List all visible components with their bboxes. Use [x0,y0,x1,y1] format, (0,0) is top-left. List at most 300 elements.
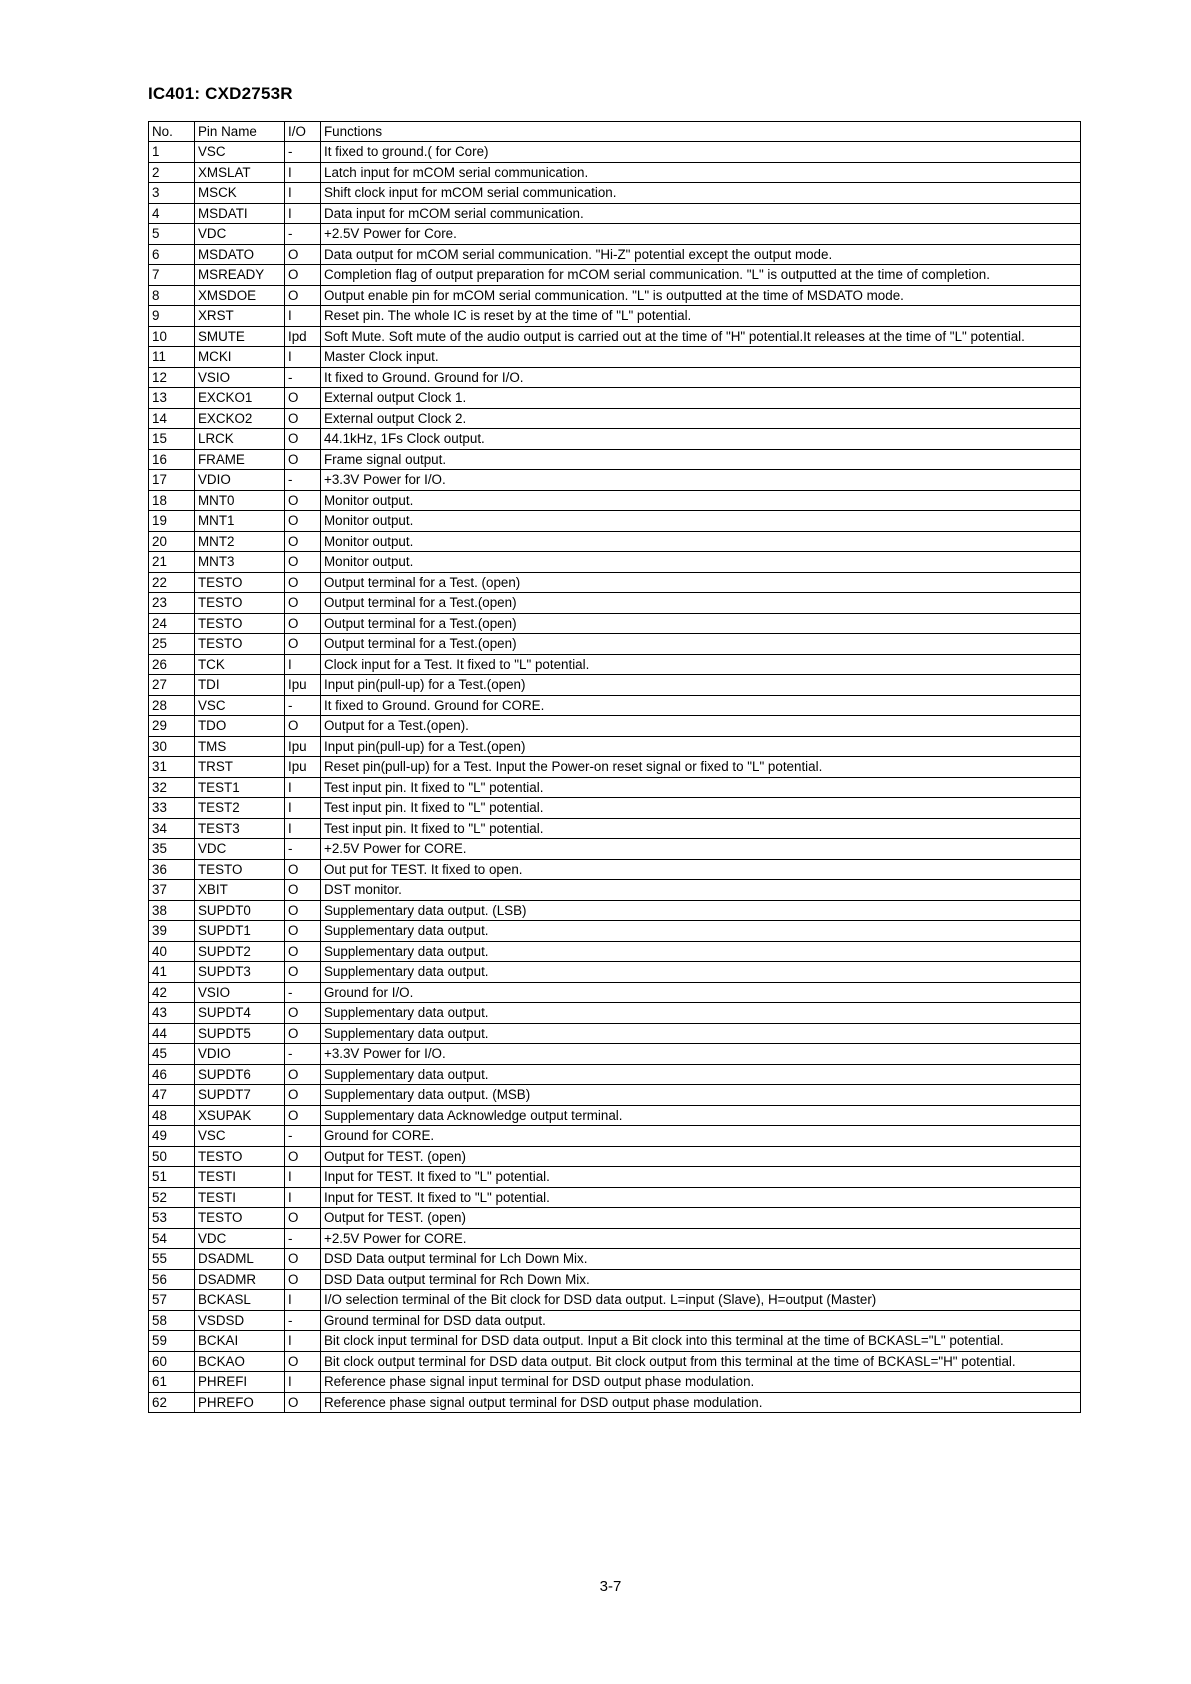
pin-io-cell: O [285,593,321,614]
pin-function-cell: Test input pin. It fixed to "L" potential. [321,818,1081,839]
pin-io-cell: O [285,716,321,737]
pin-name-cell: TRST [195,757,285,778]
pin-io-cell: I [285,183,321,204]
pin-io-cell: Ipu [285,675,321,696]
pin-name-cell: SUPDT5 [195,1023,285,1044]
pin-io-cell: O [285,449,321,470]
pin-name-cell: TMS [195,736,285,757]
table-row [149,142,1081,163]
pin-io-cell: O [285,962,321,983]
table-row [149,1310,1081,1331]
table-row [149,1003,1081,1024]
pin-function-cell: Output for TEST. (open) [321,1146,1081,1167]
pin-io-cell: O [285,1003,321,1024]
pin-name-cell: TDI [195,675,285,696]
pin-io-cell: O [285,1249,321,1270]
pin-io-cell: Ipd [285,326,321,347]
pin-name-cell: XSUPAK [195,1105,285,1126]
table-row [149,162,1081,183]
pin-name-cell: BCKAO [195,1351,285,1372]
table-row [149,449,1081,470]
header-pin-name: Pin Name [195,122,285,142]
pin-function-cell: Latch input for mCOM serial communication. [321,162,1081,183]
pin-function-cell: Output terminal for a Test.(open) [321,634,1081,655]
pin-name-cell: TESTO [195,634,285,655]
table-row [149,572,1081,593]
pin-name-cell: TESTO [195,572,285,593]
pin-io-cell: O [285,1208,321,1229]
table-row [149,490,1081,511]
pin-number-cell: 15 [149,429,195,450]
pin-function-cell: Test input pin. It fixed to "L" potential. [321,798,1081,819]
pin-function-table [148,121,1081,1413]
pin-function-cell: Out put for TEST. It fixed to open. [321,859,1081,880]
pin-function-cell: Completion flag of output preparation for mCOM serial communication. "L" is outputted at the time of completion. [321,265,1081,286]
pin-name-cell: TDO [195,716,285,737]
page-footer [0,1578,1191,1595]
pin-name-cell: VDIO [195,1044,285,1065]
pin-name-cell: VDC [195,1228,285,1249]
pin-number-cell: 1 [149,142,195,163]
pin-io-cell: O [285,388,321,409]
table-row [149,1249,1081,1270]
pin-name-cell: VSC [195,142,285,163]
pin-number-cell: 29 [149,716,195,737]
pin-function-cell: Ground for CORE. [321,1126,1081,1147]
pin-io-cell: O [285,531,321,552]
pin-number-cell: 38 [149,900,195,921]
pin-name-cell: XMSLAT [195,162,285,183]
table-row [149,941,1081,962]
pin-io-cell: O [285,859,321,880]
pin-name-cell: TESTO [195,1146,285,1167]
page-number: 3-7 [599,1578,622,1595]
pin-number-cell: 13 [149,388,195,409]
pin-number-cell: 61 [149,1372,195,1393]
table-row [149,716,1081,737]
pin-io-cell: - [285,982,321,1003]
pin-name-cell: MNT0 [195,490,285,511]
pin-function-cell: Reset pin. The whole IC is reset by at the time of "L" potential. [321,306,1081,327]
pin-name-cell: VDC [195,224,285,245]
pin-io-cell: O [285,572,321,593]
table-row [149,695,1081,716]
pin-io-cell: Ipu [285,736,321,757]
pin-io-cell: O [285,490,321,511]
pin-number-cell: 40 [149,941,195,962]
pin-number-cell: 45 [149,1044,195,1065]
pin-function-cell: Test input pin. It fixed to "L" potential. [321,777,1081,798]
pin-function-cell: It fixed to Ground. Ground for I/O. [321,367,1081,388]
table-row [149,777,1081,798]
pin-number-cell: 41 [149,962,195,983]
pin-io-cell: O [285,1085,321,1106]
pin-name-cell: XBIT [195,880,285,901]
pin-function-cell: Input for TEST. It fixed to "L" potential. [321,1167,1081,1188]
pin-function-cell: It fixed to ground.( for Core) [321,142,1081,163]
pin-number-cell: 31 [149,757,195,778]
pin-io-cell: O [285,900,321,921]
pin-io-cell: I [285,1290,321,1311]
pin-function-cell: 44.1kHz, 1Fs Clock output. [321,429,1081,450]
pin-number-cell: 50 [149,1146,195,1167]
pin-number-cell: 26 [149,654,195,675]
pin-number-cell: 20 [149,531,195,552]
pin-io-cell: O [285,1105,321,1126]
pin-io-cell: O [285,408,321,429]
pin-name-cell: MSDATO [195,244,285,265]
pin-name-cell: SUPDT3 [195,962,285,983]
pin-number-cell: 17 [149,470,195,491]
pin-function-cell: +2.5V Power for CORE. [321,839,1081,860]
pin-function-cell: Supplementary data output. [321,941,1081,962]
table-row [149,224,1081,245]
pin-name-cell: DSADMR [195,1269,285,1290]
pin-number-cell: 54 [149,1228,195,1249]
pin-function-cell: +3.3V Power for I/O. [321,1044,1081,1065]
table-row [149,470,1081,491]
pin-number-cell: 49 [149,1126,195,1147]
table-row [149,1085,1081,1106]
table-row [149,921,1081,942]
table-row [149,1167,1081,1188]
pin-name-cell: VDC [195,839,285,860]
pin-function-cell: Input pin(pull-up) for a Test.(open) [321,675,1081,696]
pin-io-cell: I [285,1167,321,1188]
pin-io-cell: I [285,798,321,819]
pin-io-cell: I [285,306,321,327]
header-no: No. [149,122,195,142]
pin-io-cell: I [285,1372,321,1393]
table-row [149,1023,1081,1044]
table-row [149,818,1081,839]
table-row [149,203,1081,224]
pin-number-cell: 57 [149,1290,195,1311]
table-row [149,265,1081,286]
pin-number-cell: 51 [149,1167,195,1188]
pin-io-cell: O [285,511,321,532]
pin-number-cell: 55 [149,1249,195,1270]
pin-name-cell: MSREADY [195,265,285,286]
pin-number-cell: 23 [149,593,195,614]
pin-number-cell: 6 [149,244,195,265]
pin-number-cell: 33 [149,798,195,819]
pin-io-cell: - [285,1310,321,1331]
pin-number-cell: 56 [149,1269,195,1290]
pin-number-cell: 60 [149,1351,195,1372]
pin-name-cell: FRAME [195,449,285,470]
pin-function-cell: Reference phase signal output terminal for DSD output phase modulation. [321,1392,1081,1413]
pin-function-cell: Data input for mCOM serial communication. [321,203,1081,224]
pin-name-cell: SUPDT6 [195,1064,285,1085]
pin-name-cell: EXCKO2 [195,408,285,429]
table-row [149,675,1081,696]
pin-number-cell: 27 [149,675,195,696]
pin-number-cell: 58 [149,1310,195,1331]
pin-io-cell: O [285,265,321,286]
pin-number-cell: 42 [149,982,195,1003]
pin-name-cell: TCK [195,654,285,675]
table-row [149,326,1081,347]
pin-name-cell: MSCK [195,183,285,204]
pin-number-cell: 43 [149,1003,195,1024]
pin-function-cell: It fixed to Ground. Ground for CORE. [321,695,1081,716]
header-functions: Functions [321,122,1081,142]
table-row [149,757,1081,778]
pin-io-cell: I [285,654,321,675]
pin-name-cell: TEST2 [195,798,285,819]
pin-function-cell: +3.3V Power for I/O. [321,470,1081,491]
pin-number-cell: 28 [149,695,195,716]
pin-name-cell: SUPDT0 [195,900,285,921]
table-row [149,1064,1081,1085]
pin-io-cell: I [285,818,321,839]
pin-function-cell: Supplementary data output. [321,921,1081,942]
pin-number-cell: 14 [149,408,195,429]
pin-io-cell: Ipu [285,757,321,778]
pin-io-cell: O [285,1351,321,1372]
pin-function-cell: DST monitor. [321,880,1081,901]
table-row [149,285,1081,306]
table-row [149,531,1081,552]
pin-name-cell: SUPDT4 [195,1003,285,1024]
table-row [149,306,1081,327]
pin-number-cell: 5 [149,224,195,245]
pin-number-cell: 21 [149,552,195,573]
pin-number-cell: 32 [149,777,195,798]
table-row [149,1392,1081,1413]
pin-number-cell: 8 [149,285,195,306]
table-row [149,511,1081,532]
pin-io-cell: I [285,347,321,368]
pin-function-cell: External output Clock 2. [321,408,1081,429]
table-row [149,962,1081,983]
pin-name-cell: SUPDT1 [195,921,285,942]
table-row [149,429,1081,450]
pin-name-cell: MNT1 [195,511,285,532]
pin-io-cell: O [285,613,321,634]
pin-function-cell: Output for TEST. (open) [321,1208,1081,1229]
table-header-row [149,122,1081,142]
pin-name-cell: MNT2 [195,531,285,552]
pin-name-cell: BCKASL [195,1290,285,1311]
table-body [149,142,1081,1413]
pin-number-cell: 9 [149,306,195,327]
pin-function-cell: Supplementary data output. [321,1023,1081,1044]
pin-function-cell: Output terminal for a Test. (open) [321,572,1081,593]
table-row [149,634,1081,655]
pin-function-cell: Monitor output. [321,531,1081,552]
pin-number-cell: 30 [149,736,195,757]
pin-io-cell: O [285,921,321,942]
pin-io-cell: O [285,285,321,306]
pin-io-cell: - [285,695,321,716]
table-row [149,1126,1081,1147]
table-row [149,388,1081,409]
pin-number-cell: 19 [149,511,195,532]
pin-name-cell: TEST3 [195,818,285,839]
pin-name-cell: TESTO [195,593,285,614]
table-row [149,880,1081,901]
pin-name-cell: VSC [195,695,285,716]
pin-name-cell: MSDATI [195,203,285,224]
pin-function-cell: Reference phase signal input terminal for DSD output phase modulation. [321,1372,1081,1393]
pin-name-cell: LRCK [195,429,285,450]
pin-io-cell: O [285,880,321,901]
pin-name-cell: XRST [195,306,285,327]
pin-io-cell: - [285,142,321,163]
pin-name-cell: SMUTE [195,326,285,347]
table-row [149,1228,1081,1249]
table-row [149,654,1081,675]
pin-io-cell: O [285,1146,321,1167]
table-row [149,552,1081,573]
pin-function-cell: Supplementary data output. [321,962,1081,983]
pin-name-cell: TESTI [195,1167,285,1188]
pin-number-cell: 12 [149,367,195,388]
table-row [149,982,1081,1003]
table-row [149,1208,1081,1229]
pin-io-cell: O [285,1023,321,1044]
pin-number-cell: 11 [149,347,195,368]
pin-function-cell: Reset pin(pull-up) for a Test. Input the Power-on reset signal or fixed to "L" potential. [321,757,1081,778]
table-row [149,408,1081,429]
pin-number-cell: 34 [149,818,195,839]
pin-function-cell: Supplementary data Acknowledge output terminal. [321,1105,1081,1126]
pin-name-cell: EXCKO1 [195,388,285,409]
pin-function-cell: Monitor output. [321,552,1081,573]
pin-number-cell: 22 [149,572,195,593]
table-row [149,1105,1081,1126]
pin-io-cell: I [285,1331,321,1352]
pin-number-cell: 39 [149,921,195,942]
pin-name-cell: VSIO [195,367,285,388]
pin-function-cell: Supplementary data output. (MSB) [321,1085,1081,1106]
pin-io-cell: I [285,203,321,224]
pin-name-cell: VSIO [195,982,285,1003]
header-io: I/O [285,122,321,142]
table-row [149,1187,1081,1208]
pin-number-cell: 52 [149,1187,195,1208]
pin-io-cell: O [285,244,321,265]
table-row [149,839,1081,860]
pin-name-cell: VSDSD [195,1310,285,1331]
pin-name-cell: VSC [195,1126,285,1147]
pin-number-cell: 7 [149,265,195,286]
pin-number-cell: 46 [149,1064,195,1085]
pin-function-cell: Shift clock input for mCOM serial communication. [321,183,1081,204]
pin-function-cell: DSD Data output terminal for Lch Down Mix. [321,1249,1081,1270]
pin-function-cell: Master Clock input. [321,347,1081,368]
pin-io-cell: I [285,162,321,183]
pin-number-cell: 3 [149,183,195,204]
pin-function-cell: Output for a Test.(open). [321,716,1081,737]
pin-name-cell: TEST1 [195,777,285,798]
pin-number-cell: 25 [149,634,195,655]
pin-number-cell: 59 [149,1331,195,1352]
table-row [149,859,1081,880]
table-row [149,900,1081,921]
page-title: IC401: CXD2753R [148,84,293,103]
table-row [149,1044,1081,1065]
pin-number-cell: 16 [149,449,195,470]
pin-io-cell: I [285,777,321,798]
pin-function-cell: Data output for mCOM serial communication. "Hi-Z" potential except the output mode. [321,244,1081,265]
pin-function-cell: Soft Mute. Soft mute of the audio output is carried out at the time of "H" potential.It releases at the time of "L" potential. [321,326,1081,347]
pin-function-cell: Frame signal output. [321,449,1081,470]
table-row [149,1351,1081,1372]
pin-io-cell: O [285,941,321,962]
pin-io-cell: O [285,634,321,655]
pin-name-cell: DSADML [195,1249,285,1270]
pin-name-cell: MNT3 [195,552,285,573]
pin-number-cell: 53 [149,1208,195,1229]
pin-name-cell: SUPDT7 [195,1085,285,1106]
pin-function-cell: Supplementary data output. [321,1003,1081,1024]
table-row [149,613,1081,634]
pin-number-cell: 18 [149,490,195,511]
pin-io-cell: - [285,1044,321,1065]
pin-name-cell: TESTI [195,1187,285,1208]
pin-function-cell: I/O selection terminal of the Bit clock for DSD data output. L=input (Slave), H=output (Master) [321,1290,1081,1311]
pin-number-cell: 35 [149,839,195,860]
table-row [149,798,1081,819]
pin-number-cell: 48 [149,1105,195,1126]
table-row [149,736,1081,757]
pin-io-cell: - [285,367,321,388]
pin-function-cell: DSD Data output terminal for Rch Down Mix. [321,1269,1081,1290]
table-row [149,244,1081,265]
table-row [149,347,1081,368]
table-row [149,183,1081,204]
pin-function-cell: Supplementary data output. (LSB) [321,900,1081,921]
pin-io-cell: O [285,429,321,450]
pin-number-cell: 44 [149,1023,195,1044]
pin-name-cell: MCKI [195,347,285,368]
pin-number-cell: 47 [149,1085,195,1106]
pin-io-cell: O [285,1064,321,1085]
pin-number-cell: 36 [149,859,195,880]
table-row [149,1372,1081,1393]
pin-name-cell: BCKAI [195,1331,285,1352]
pin-function-cell: Input for TEST. It fixed to "L" potential. [321,1187,1081,1208]
pin-io-cell: O [285,552,321,573]
pin-function-cell: Monitor output. [321,511,1081,532]
pin-name-cell: VDIO [195,470,285,491]
table-row [149,1331,1081,1352]
pin-io-cell: - [285,1228,321,1249]
pin-function-cell: Bit clock input terminal for DSD data output. Input a Bit clock into this terminal at the time of BCKASL="L" potential. [321,1331,1081,1352]
pin-function-cell: Output terminal for a Test.(open) [321,613,1081,634]
pin-function-cell: Bit clock output terminal for DSD data output. Bit clock output from this terminal at the time of BCKASL="H" potential. [321,1351,1081,1372]
table-row [149,593,1081,614]
pin-io-cell: - [285,470,321,491]
pin-name-cell: PHREFO [195,1392,285,1413]
pin-io-cell: - [285,224,321,245]
table-row [149,367,1081,388]
pin-number-cell: 2 [149,162,195,183]
pin-function-cell: +2.5V Power for CORE. [321,1228,1081,1249]
pin-function-cell: Input pin(pull-up) for a Test.(open) [321,736,1081,757]
pin-function-cell: External output Clock 1. [321,388,1081,409]
table-row [149,1290,1081,1311]
pin-name-cell: TESTO [195,859,285,880]
pin-io-cell: O [285,1392,321,1413]
pin-function-cell: Monitor output. [321,490,1081,511]
pin-number-cell: 62 [149,1392,195,1413]
pin-name-cell: SUPDT2 [195,941,285,962]
pin-io-cell: O [285,1269,321,1290]
